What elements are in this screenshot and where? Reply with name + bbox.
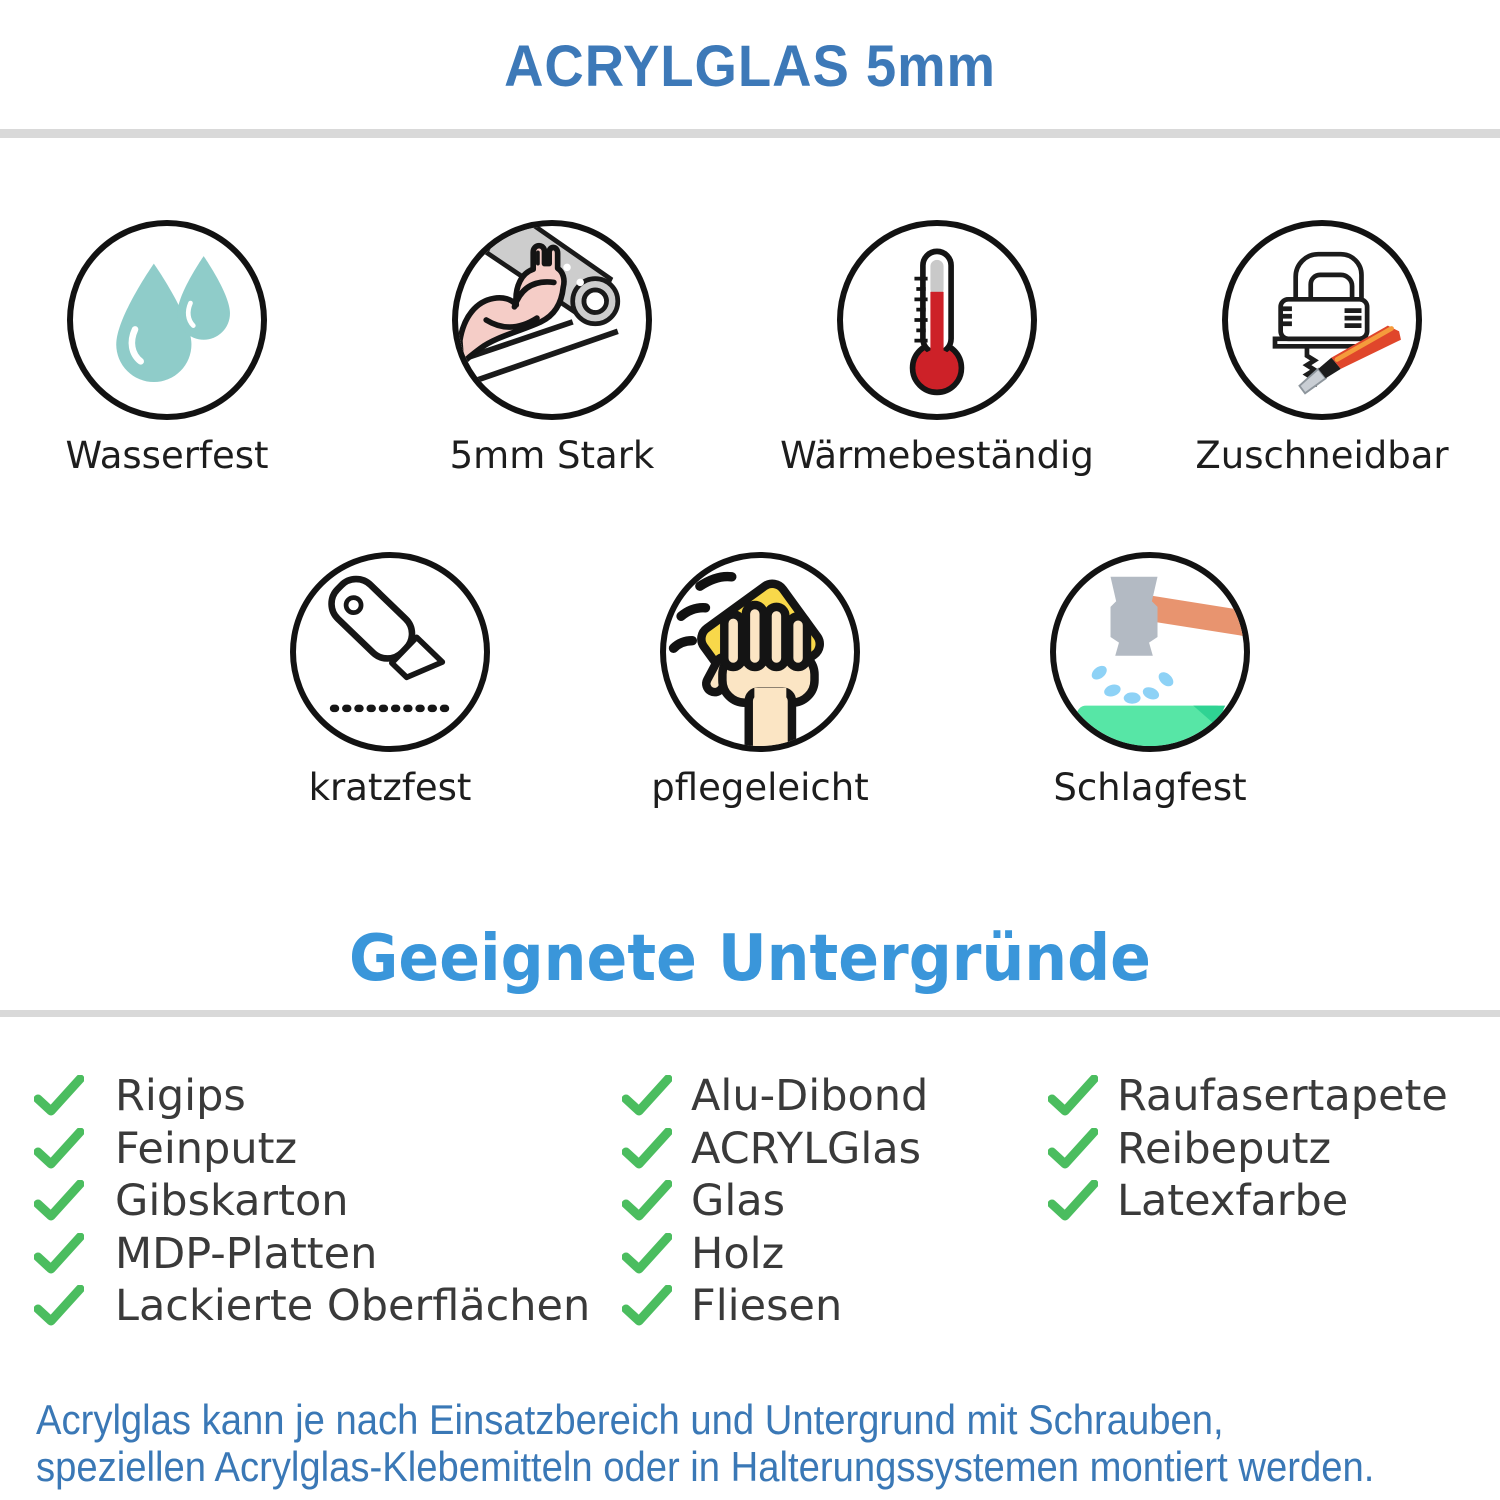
list-item	[622, 1228, 928, 1281]
divider-bar-middle	[0, 1010, 1500, 1017]
list-item-label: Fliesen	[691, 1281, 843, 1332]
check-icon	[34, 1180, 84, 1222]
thermometer-icon	[843, 226, 1031, 414]
substrate-column-3	[1048, 1070, 1448, 1228]
list-item	[622, 1070, 928, 1123]
list-item	[34, 1228, 590, 1281]
feature-circle	[1050, 552, 1250, 752]
feature-circle	[452, 220, 652, 420]
feature-schlagfest	[980, 552, 1320, 809]
footer-note	[36, 1396, 1374, 1491]
feature-circle	[290, 552, 490, 752]
substrate-column-2	[622, 1070, 928, 1333]
check-icon	[622, 1233, 672, 1275]
list-item	[622, 1123, 928, 1176]
list-item-label: Gibskarton	[115, 1176, 349, 1227]
list-item-label: Reibeputz	[1117, 1123, 1332, 1174]
check-icon	[622, 1180, 672, 1222]
feature-label: 5mm Stark	[449, 434, 655, 477]
check-icon	[34, 1233, 84, 1275]
divider-bar-top	[0, 129, 1500, 138]
check-icon	[622, 1285, 672, 1327]
check-icon	[622, 1075, 672, 1117]
section-title: Geeignete Untergründe	[349, 922, 1151, 996]
list-item	[1048, 1175, 1448, 1228]
list-item-label: Raufasertapete	[1117, 1071, 1448, 1122]
feature-circle	[660, 552, 860, 752]
list-item	[1048, 1070, 1448, 1123]
list-item-label: Holz	[691, 1228, 785, 1279]
feature-circle	[837, 220, 1037, 420]
list-item	[1048, 1123, 1448, 1176]
feature-label: kratzfest	[308, 766, 472, 809]
feature-pflegeleicht	[590, 552, 930, 809]
list-item	[34, 1280, 590, 1333]
utility-knife-icon	[296, 558, 484, 746]
list-item-label: ACRYLGlas	[691, 1123, 922, 1174]
check-icon	[622, 1128, 672, 1170]
water-drops-icon	[73, 226, 261, 414]
feature-wasserfest	[0, 220, 337, 477]
feature-label: Schlagfest	[1053, 766, 1247, 809]
muscle-arm-roll-icon	[458, 226, 646, 414]
footer-line-1: Acrylglas kann je nach Einsatzbereich und Untergrund mit Schrauben,	[36, 1396, 1224, 1443]
list-item-label: Lackierte Oberflächen	[115, 1281, 591, 1332]
feature-5mm-stark	[382, 220, 722, 477]
list-item-label: Latexfarbe	[1117, 1176, 1349, 1227]
feature-label: Wasserfest	[65, 434, 269, 477]
list-item-label: Rigips	[115, 1071, 246, 1122]
feature-circle	[67, 220, 267, 420]
feature-waermebestaendig	[767, 220, 1107, 477]
feature-label: Wärmebeständig	[780, 434, 1094, 477]
list-item-label: Alu-Dibond	[691, 1071, 929, 1122]
list-item	[622, 1280, 928, 1333]
substrate-column-1	[34, 1070, 590, 1333]
list-item	[34, 1175, 590, 1228]
hammer-icon	[1056, 558, 1244, 746]
cleaning-hand-icon	[666, 558, 854, 746]
page-title: ACRYLGLAS 5mm	[504, 34, 996, 99]
check-icon	[34, 1075, 84, 1117]
list-item	[34, 1070, 590, 1123]
list-item-label: MDP-Platten	[115, 1228, 378, 1279]
list-item-label: Glas	[691, 1176, 786, 1227]
check-icon	[1048, 1180, 1098, 1222]
list-item	[34, 1123, 590, 1176]
feature-label: Zuschneidbar	[1195, 434, 1449, 477]
feature-kratzfest	[220, 552, 560, 809]
jigsaw-cutter-icon	[1228, 226, 1416, 414]
list-item	[622, 1175, 928, 1228]
check-icon	[1048, 1128, 1098, 1170]
footer-line-2: speziellen Acrylglas-Klebemitteln oder in Halterungssystemen montiert werden.	[36, 1443, 1375, 1491]
feature-label: pflegeleicht	[651, 766, 869, 809]
check-icon	[34, 1128, 84, 1170]
check-icon	[1048, 1075, 1098, 1117]
check-icon	[34, 1285, 84, 1327]
list-item-label: Feinputz	[115, 1123, 298, 1174]
feature-zuschneidbar	[1152, 220, 1492, 477]
feature-circle	[1222, 220, 1422, 420]
